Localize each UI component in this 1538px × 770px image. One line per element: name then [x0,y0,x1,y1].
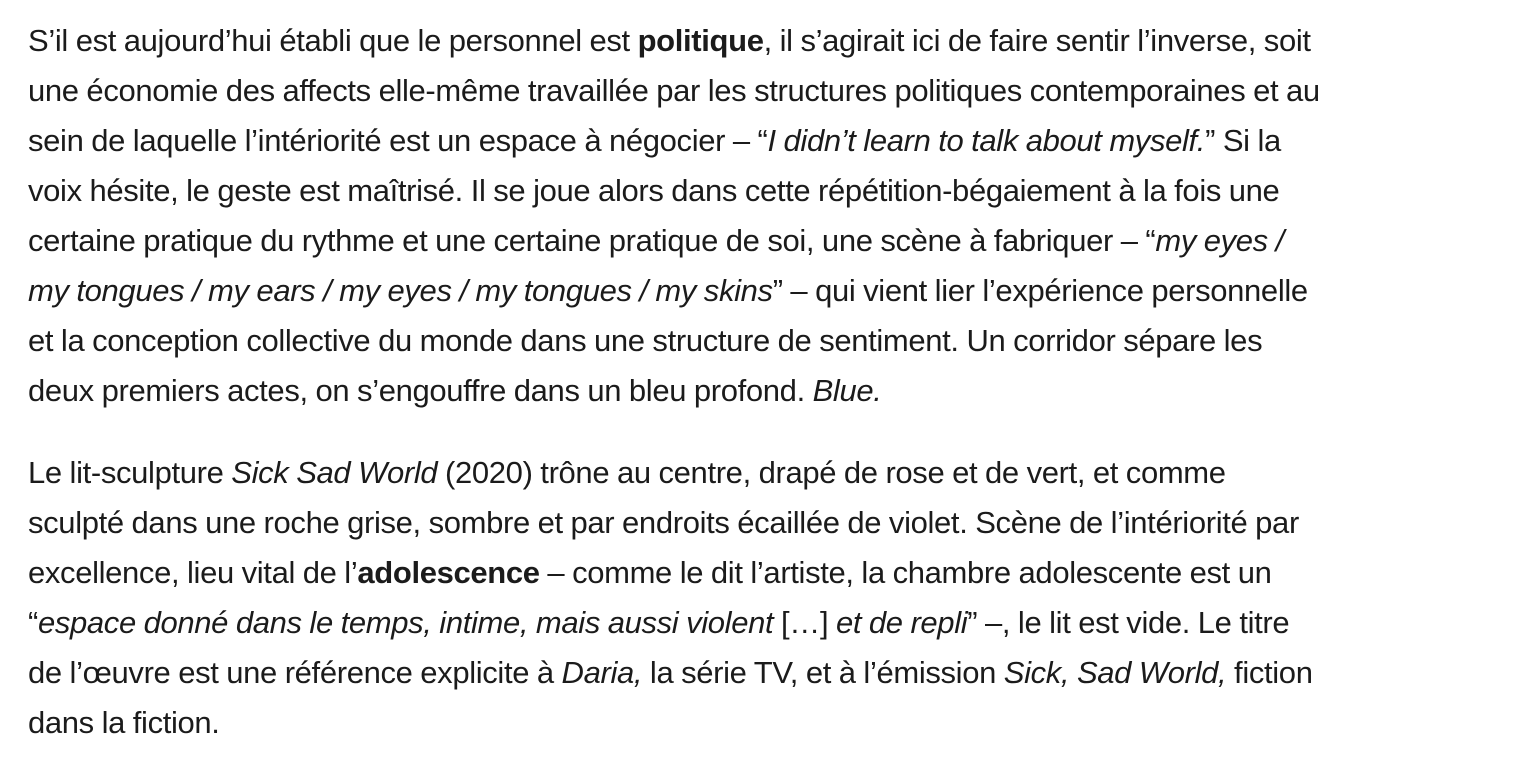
text-run: ” – qui vient lier l’expérience personnelle [772,273,1308,308]
text-line [28,548,1528,598]
text-line [28,266,1528,316]
text-run: sein de laquelle l’intériorité est un espace à négocier – “ [28,123,768,158]
text-run: “ [28,605,38,640]
text-run: ” –, le lit est vide. Le titre [967,605,1290,640]
italic-quote: espace donné dans le temps, intime, mais aussi violent [37,605,774,640]
text-line [28,648,1528,698]
text-run: la série TV, et à l’émission [642,655,1004,690]
text-run: […] [773,605,836,640]
italic-word-blue: Blue. [812,373,882,408]
italic-series-title: Daria, [561,655,643,690]
text-run: une économie des affects elle-même travaillée par les structures politiques contemporaines et au [28,73,1320,108]
bold-term-adolescence: adolescence [357,555,540,590]
text-line [28,216,1528,266]
text-run: et la conception collective du monde dans une structure de sentiment. Un corridor sépare les [28,323,1263,358]
italic-work-title: Sick Sad World [231,455,438,490]
text-line [28,16,1528,66]
italic-quote: my tongues / my ears / my eyes / my tongues / my skins [28,273,773,308]
text-run: – comme le dit l’artiste, la chambre adolescente est un [539,555,1272,590]
italic-quote: I didn’t learn to talk about myself. [767,123,1206,158]
text-run: de l’œuvre est une référence explicite à [28,655,562,690]
text-line [28,366,1528,416]
text-line [28,448,1528,498]
text-run: deux premiers actes, on s’engouffre dans un bleu profond. [28,373,813,408]
text-run: certaine pratique du rythme et une certaine pratique de soi, une scène à fabriquer – “ [28,223,1156,258]
text-line [28,316,1528,366]
bold-term-politique: politique [637,23,764,58]
text-line [28,116,1528,166]
text-line [28,166,1528,216]
text-line [28,598,1528,648]
text-line [28,498,1528,548]
text-line [28,698,1528,748]
italic-show-title: Sick, Sad World, [1003,655,1227,690]
italic-quote: my eyes / [1155,223,1284,258]
article-body [28,16,1528,748]
text-run: ” Si la [1205,123,1281,158]
text-run: , il s’agirait ici de faire sentir l’inverse, soit [763,23,1311,58]
text-run: Le lit-sculpture [28,455,232,490]
text-run: fiction [1226,655,1313,690]
paragraph-1 [28,16,1528,416]
paragraph-2 [28,448,1528,748]
italic-quote: et de repli [835,605,968,640]
text-run: voix hésite, le geste est maîtrisé. Il se joue alors dans cette répétition-bégaiement à la fois une [28,173,1280,208]
text-run: sculpté dans une roche grise, sombre et par endroits écaillée de violet. Scène de l’intériorité par [28,505,1299,540]
text-line [28,66,1528,116]
text-run: (2020) trône au centre, drapé de rose et de vert, et comme [437,455,1226,490]
text-run: excellence, lieu vital de l’ [28,555,358,590]
text-run: dans la fiction. [28,705,220,740]
text-run: S’il est aujourd’hui établi que le personnel est [28,23,638,58]
